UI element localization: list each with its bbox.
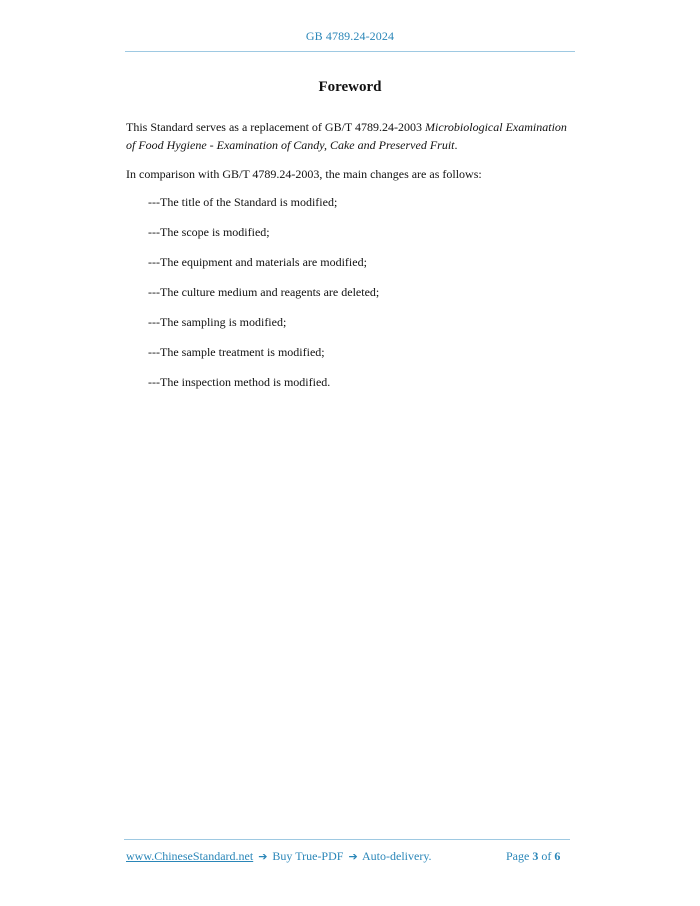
right-arrow-icon: ➔ xyxy=(258,850,268,863)
page-title: Foreword xyxy=(318,79,382,95)
list-item: ---The scope is modified; xyxy=(148,225,270,239)
footer-divider xyxy=(124,839,570,840)
list-item: ---The sample treatment is modified; xyxy=(148,345,325,359)
page-total: 6 xyxy=(554,849,561,863)
buy-pdf-text: Buy True-PDF xyxy=(272,849,344,863)
website-link[interactable]: www.ChineseStandard.net xyxy=(126,849,254,863)
header-divider xyxy=(125,51,575,52)
list-item: ---The equipment and materials are modified; xyxy=(148,255,367,269)
page-of-label: of xyxy=(541,849,552,863)
header-title: GB 4789.24-2024 xyxy=(305,29,395,43)
page-label: Page xyxy=(506,849,530,863)
comparison-paragraph: In comparison with GB/T 4789.24-2003, the main changes are as follows: xyxy=(126,167,482,181)
list-item: ---The title of the Standard is modified; xyxy=(148,195,338,209)
changes-list xyxy=(148,193,379,403)
intro-paragraph xyxy=(126,118,578,154)
auto-delivery-text: Auto-delivery. xyxy=(362,849,432,863)
intro-text: This Standard serves as a replacement of GB/T 4789.24-2003 xyxy=(126,120,426,134)
list-item: ---The culture medium and reagents are deleted; xyxy=(148,285,380,299)
list-item: ---The inspection method is modified. xyxy=(148,375,331,389)
replaced-standard-title: Microbiological Examination of Food Hygiene - Examination of Candy, Cake and Preserved Fruit xyxy=(126,120,567,152)
footer-promo xyxy=(126,849,432,864)
page-indicator xyxy=(506,849,560,864)
page-current: 3 xyxy=(532,849,539,863)
right-arrow-icon: ➔ xyxy=(348,850,358,863)
list-item: ---The sampling is modified; xyxy=(148,315,287,329)
intro-period: . xyxy=(454,138,458,152)
